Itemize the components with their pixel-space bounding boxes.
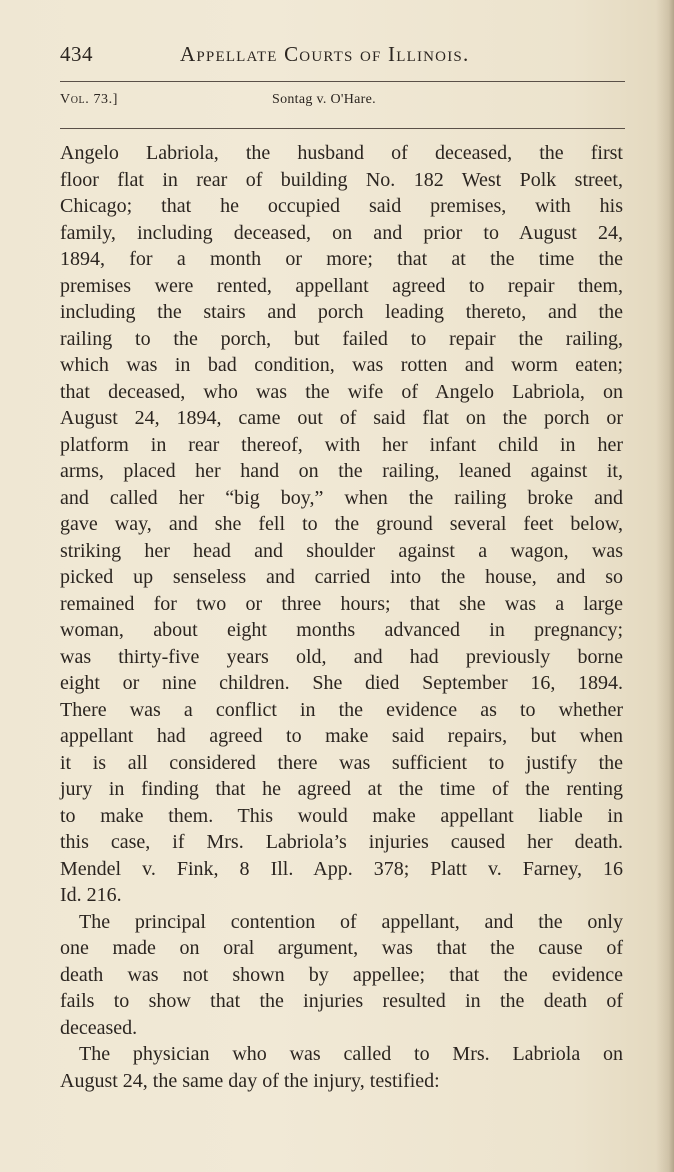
text-line: Chicago; that he occupied said premises, with his — [60, 195, 623, 217]
text-line: jury in finding that he agreed at the time of the renting — [60, 778, 623, 800]
text-line: family, including deceased, on and prior to August 24, — [60, 221, 623, 244]
text-line: 1894, for a month or more; that at the time the — [60, 248, 623, 270]
text-line: platform in rear thereof, with her infant child in her — [60, 433, 623, 456]
running-head — [60, 42, 620, 72]
text-line: this case, if Mrs. Labriola’s injuries caused her death. — [60, 831, 623, 853]
text-line: deceased. — [60, 1016, 138, 1039]
text-line: striking her head and shoulder against a wagon, was — [60, 539, 623, 562]
text-line: to make them. This would make appellant liable in — [60, 804, 623, 827]
text-line: floor flat in rear of building No. 182 West Polk street, — [60, 168, 623, 191]
text-line: August 24, 1894, came out of said flat on the porch or — [60, 407, 623, 429]
text-line: one made on oral argument, was that the cause of — [60, 937, 623, 959]
text-line: Mendel v. Fink, 8 Ill. App. 378; Platt v. Farney, 16 — [60, 857, 623, 880]
text-line: appellant had agreed to make said repairs, but when — [60, 725, 623, 747]
text-line: The principal contention of appellant, and the only — [79, 910, 623, 933]
text-line: was thirty-five years old, and had previously borne — [60, 645, 623, 668]
text-line: gave way, and she fell to the ground several feet below, — [60, 513, 623, 535]
text-line: fails to show that the injuries resulted in the death of — [60, 990, 623, 1012]
header-rule-top — [60, 81, 625, 82]
text-line: death was not shown by appellee; that the evidence — [60, 963, 623, 986]
text-line: Id. 216. — [60, 884, 122, 906]
text-line: woman, about eight months advanced in pregnancy; — [60, 619, 623, 641]
text-line: that deceased, who was the wife of Angelo Labriola, on — [60, 380, 623, 403]
text-line: which was in bad condition, was rotten and worm eaten; — [60, 354, 623, 376]
text-line: picked up senseless and carried into the house, and so — [60, 566, 623, 588]
text-line: including the stairs and porch leading thereto, and the — [60, 301, 623, 323]
text-line: it is all considered there was sufficient to justify the — [60, 751, 623, 774]
running-title: Appellate Courts of Illinois. — [180, 42, 470, 66]
body-text — [60, 140, 623, 1094]
case-name: Sontag v. O'Hare. — [272, 92, 376, 107]
text-line: There was a conflict in the evidence as to whether — [60, 698, 623, 721]
page-edge-shadow — [656, 0, 674, 1172]
text-line: and called her “big boy,” when the railing broke and — [60, 486, 623, 509]
text-line: Angelo Labriola, the husband of deceased, the first — [60, 142, 623, 164]
subheading — [60, 92, 620, 116]
text-line: arms, placed her hand on the railing, leaned against it, — [60, 460, 623, 482]
text-line: eight or nine children. She died September 16, 1894. — [60, 672, 623, 694]
text-line: The physician who was called to Mrs. Labriola on — [79, 1043, 623, 1065]
header-rule-bottom — [60, 128, 625, 129]
text-line: August 24, the same day of the injury, testified: — [60, 1069, 440, 1092]
text-line: railing to the porch, but failed to repair the railing, — [60, 327, 623, 350]
page-number: 434 — [60, 42, 93, 66]
text-line: remained for two or three hours; that she was a large — [60, 592, 623, 615]
text-line: premises were rented, appellant agreed to repair them, — [60, 274, 623, 297]
volume-label: Vol. 73.] — [60, 92, 119, 107]
